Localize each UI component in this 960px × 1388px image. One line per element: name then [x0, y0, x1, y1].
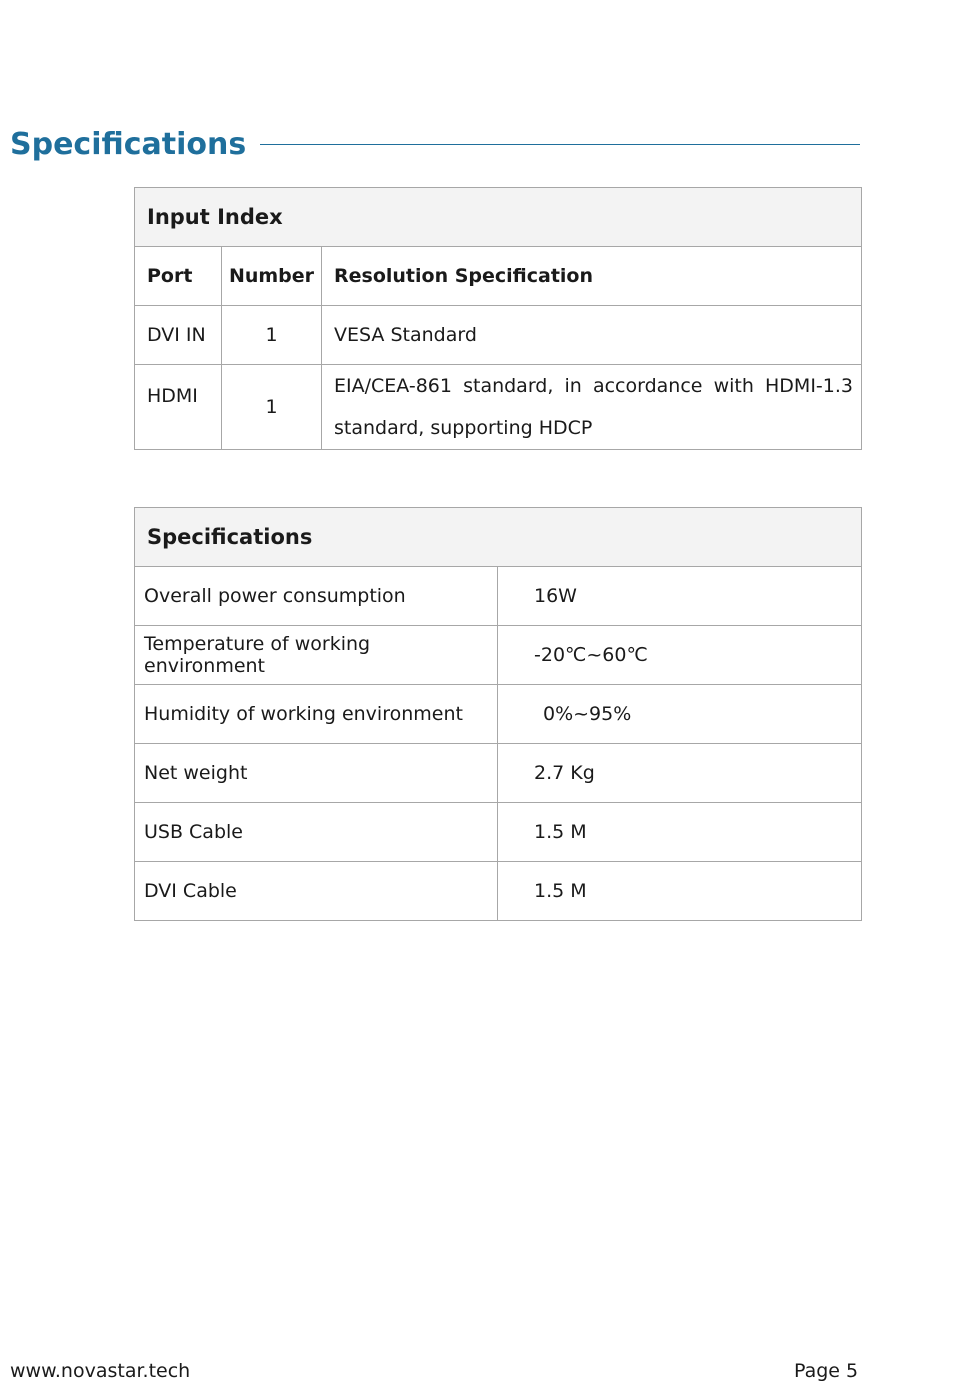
table-row — [135, 803, 862, 862]
spec-label: Humidity of working environment — [135, 685, 498, 744]
table-row — [135, 862, 862, 921]
table-row — [135, 685, 862, 744]
port-cell: DVI IN — [135, 306, 222, 365]
resolution-cell: VESA Standard — [322, 306, 862, 365]
table-row — [135, 567, 862, 626]
resolution-text: EIA/CEA-861 standard, in accordance with HDMI-1.3 standard, supporting HDCP — [334, 375, 853, 439]
spec-label: Temperature of working environment — [135, 626, 498, 685]
footer-page-number: Page 5 — [794, 1360, 859, 1382]
spec-value: -20℃~60℃ — [498, 626, 862, 685]
spec-value: 16W — [498, 567, 862, 626]
table-row — [135, 365, 862, 450]
specifications-table — [134, 507, 862, 921]
spec-label: DVI Cable — [135, 862, 498, 921]
spec-value: 1.5 M — [498, 803, 862, 862]
input-index-title: Input Index — [135, 188, 862, 247]
number-cell: 1 — [222, 365, 322, 450]
section-rule — [260, 144, 860, 145]
spec-label: Overall power consumption — [135, 567, 498, 626]
spec-value: 0%~95% — [498, 685, 862, 744]
input-index-title-row — [135, 188, 862, 247]
port-cell: HDMI — [135, 365, 222, 450]
table-row — [135, 744, 862, 803]
table-row — [135, 626, 862, 685]
section-title: Specifications — [10, 126, 247, 162]
spec-value: 2.7 Kg — [498, 744, 862, 803]
section-heading — [10, 122, 860, 166]
spec-label: Net weight — [135, 744, 498, 803]
input-index-table — [134, 187, 862, 450]
spec-label: USB Cable — [135, 803, 498, 862]
header-port: Port — [135, 247, 222, 306]
spec-value: 1.5 M — [498, 862, 862, 921]
resolution-cell — [322, 365, 862, 450]
input-index-header-row — [135, 247, 862, 306]
header-resolution: Resolution Specification — [322, 247, 862, 306]
specifications-title-row — [135, 508, 862, 567]
number-cell: 1 — [222, 306, 322, 365]
table-row — [135, 306, 862, 365]
specifications-title: Specifications — [135, 508, 862, 567]
footer-website: www.novastar.tech — [10, 1360, 191, 1382]
header-number: Number — [222, 247, 322, 306]
